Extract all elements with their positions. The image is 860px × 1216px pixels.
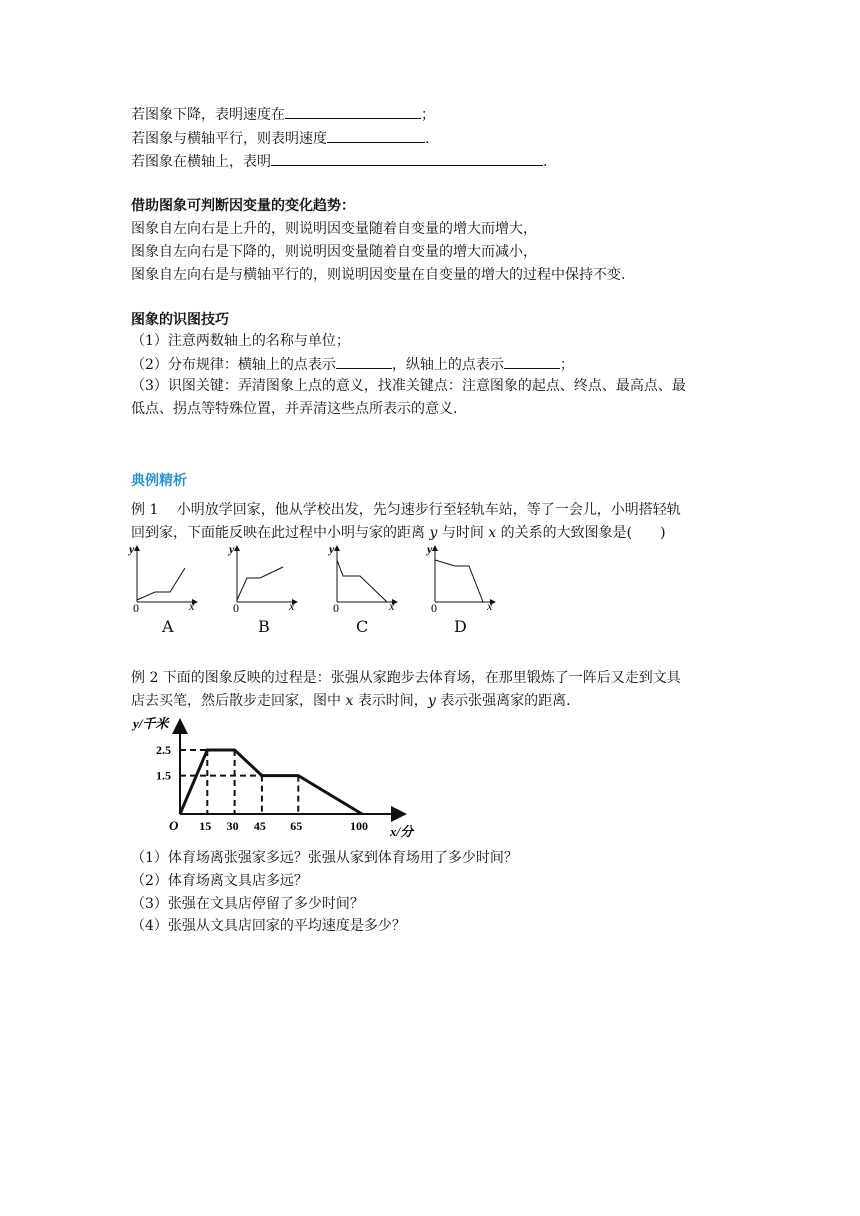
example2-line2-a: 店去买笔，然后散步走回家，图中: [131, 693, 341, 709]
example2-line2: [131, 691, 571, 711]
question-2: （2）体育场离文具店多远？: [131, 873, 308, 889]
option-d-x-axis: x: [487, 599, 493, 613]
blank-2: [327, 128, 425, 143]
trend-heading: 借助图象可判断因变量的变化趋势：: [131, 198, 355, 214]
fill-line-2: [131, 128, 429, 149]
chart-x-tick-label: 30: [226, 819, 239, 833]
fill-line-1-end: ；: [421, 107, 435, 123]
fill-line-2-end: .: [425, 131, 430, 147]
fill-line-1: [131, 104, 435, 125]
skills-item-2: [131, 354, 574, 375]
example1-line2-b: 与时间: [441, 525, 484, 541]
option-a-label: A: [162, 617, 174, 636]
chart-y-label: y/千米: [133, 716, 169, 731]
example1-option-graphs: [125, 540, 505, 620]
option-c-origin: 0: [333, 601, 339, 615]
chart-origin-label: O: [169, 818, 179, 833]
skills-item-2-c: ；: [559, 357, 574, 373]
option-b-x-axis: x: [289, 599, 295, 613]
chart-x-tick-label: 15: [199, 819, 212, 833]
option-c-graph: [327, 542, 397, 615]
chart-x-tick-label: 65: [290, 819, 303, 833]
trend-line-1: 图象自左向右是上升的，则说明因变量随着自变量的增大而增大，: [131, 221, 537, 237]
fill-line-1-text: 若图象下降，表明速度在: [131, 107, 285, 123]
option-a-graph: [127, 542, 197, 615]
example2-var-y: y: [427, 693, 436, 709]
fill-line-3: [131, 151, 547, 172]
skills-item-2-b: ，纵轴上的点表示: [391, 357, 504, 373]
option-b-label: B: [258, 617, 270, 636]
option-b-graph: [227, 542, 297, 615]
example2-line1: 例 2 下面的图象反映的过程是：张强从家跑步去体育场，在那里锻炼了一阵后又走到文具: [131, 670, 681, 686]
trend-line-3: 图象自左向右是与横轴平行的，则说明因变量在自变量的增大的过程中保持不变.: [131, 267, 626, 283]
example1-line1-text: 例 1 小明放学回家，他从学校出发，先匀速步行至轻轨车站，等了一会儿，小明搭轻轨: [131, 502, 681, 518]
option-c-label: C: [356, 617, 369, 636]
option-a-y-axis: y: [129, 542, 135, 556]
fill-line-2-text: 若图象与横轴平行，则表明速度: [131, 131, 327, 147]
option-b-y-axis: y: [229, 542, 235, 556]
option-d-graph: [425, 542, 495, 615]
fill-line-3-text: 若图象在横轴上，表明: [131, 154, 271, 170]
option-a-x-axis: x: [189, 599, 195, 613]
blank-4: [336, 354, 392, 369]
option-d-label: D: [454, 617, 467, 636]
option-d-y-axis: y: [427, 542, 433, 556]
question-4: （4）张强从文具店回家的平均速度是多少？: [131, 918, 406, 934]
fill-line-3-end: .: [543, 154, 548, 170]
example2-var-x: x: [345, 693, 354, 709]
skills-item-3-line1: （3）识图关键：弄清图象上点的意义，找准关键点：注意图象的起点、终点、最高点、最: [131, 378, 686, 394]
chart-y-tick-label: 1.5: [156, 768, 171, 783]
option-c-x-axis: x: [389, 599, 395, 613]
chart-x-tick-label: 100: [350, 819, 368, 833]
skills-item-1: （1）注意两数轴上的名称与单位；: [131, 333, 350, 349]
chart-x-tick-label: 45: [253, 819, 266, 833]
example1-line2-a: 回到家，下面能反映在此过程中小明与家的距离: [131, 525, 425, 541]
option-d-origin: 0: [431, 601, 437, 615]
option-a-origin: 0: [133, 601, 139, 615]
example1-line2-c: 的关系的大致图象是( ): [500, 525, 666, 541]
blank-3: [271, 151, 543, 166]
option-b-origin: 0: [233, 601, 239, 615]
question-1: （1）体育场离张强家多远？张强从家到体育场用了多少时间？: [131, 850, 518, 866]
chart-x-label: x/分: [390, 824, 414, 839]
blank-5: [504, 354, 560, 369]
skills-item-2-a: （2）分布规律：横轴上的点表示: [131, 357, 336, 373]
example1-var-x: x: [488, 525, 497, 541]
skills-item-3-line2: 低点、拐点等特殊位置，并弄清这些点所表示的意义.: [131, 401, 458, 417]
question-3: （3）张强在文具店停留了多少时间？: [131, 896, 364, 912]
example2-line2-b: 表示时间，: [357, 693, 428, 709]
example1-line1: [131, 500, 681, 520]
trend-line-2: 图象自左向右是下降的，则说明因变量随着自变量的增大而减小，: [131, 244, 537, 260]
example2-line2-c: 表示张强离家的距离.: [440, 693, 571, 709]
skills-heading: 图象的识图技巧: [131, 312, 229, 328]
option-c-y-axis: y: [329, 542, 335, 556]
examples-heading: 典例精析: [131, 473, 187, 489]
example1-var-y: y: [429, 525, 438, 541]
distance-time-chart: [125, 712, 435, 842]
blank-1: [285, 104, 421, 119]
chart-y-tick-label: 2.5: [156, 743, 171, 757]
